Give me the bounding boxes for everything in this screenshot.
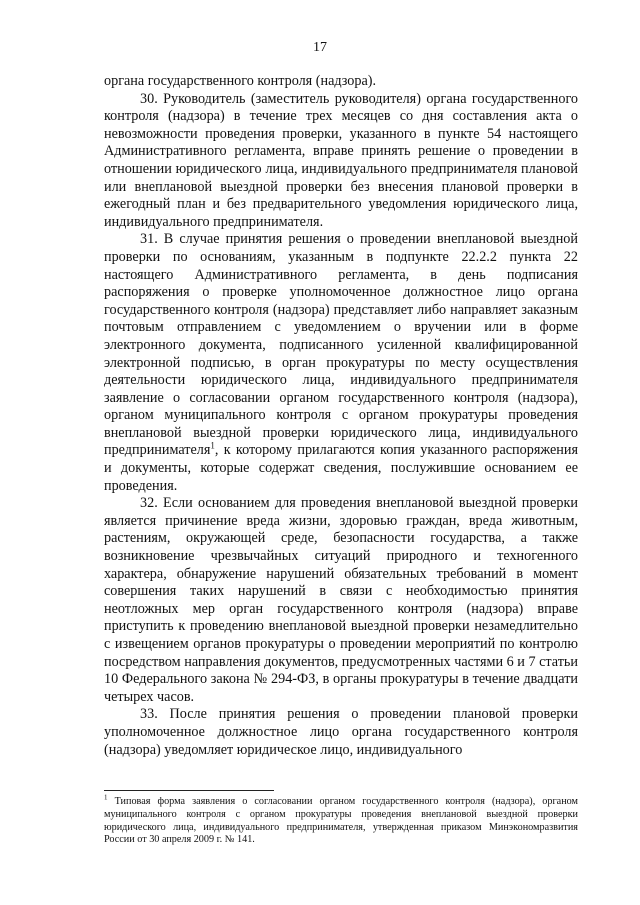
footnote-divider [104,790,274,791]
paragraph-33: 33. После принятия решения о проведении плановой проверки уполномоченное должностное лицо органа государственного контроля (надзора) уведомляет юридическое лицо, индивидуального [104,706,578,758]
body-text [104,73,578,759]
paragraph-32: 32. Если основанием для проведения внеплановой выездной проверки является причинение вреда жизни, здоровью граждан, вреда животным, растениям, окружающей среде, безопасности государства, а также возникновение чрезвычайных ситуаций природного и техногенного характера, обнаружение нарушений обязательных требований в момент совершения таких нарушений в связи с необходимостью принятия неотложных мер орган государственного контроля (надзора) вправе приступить к проведению внеплановой выездной проверки незамедлительно с извещением органов прокуратуры о проведении мероприятий по контролю посредством направления документов, предусмотренных частями 6 и 7 статьи 10 Федерального закона № 294-ФЗ, в органы прокуратуры в течение двадцати четырех часов. [104,495,578,705]
paragraph-31-text: 31. В случае принятия решения о проведении внеплановой выездной проверки по основаниям, указанным в подпункте 22.2.2 пункта 22 настоящего Административного регламента, в день подписания распоряжения о проверке уполномоченное должностное лицо органа государственного контроля (надзора) представляет либо направляет заказным почтовым отправлением с уведомлением о вручении или в форме электронного документа, подписанного усиленной квалифицированной электронной подписью, в орган прокуратуры по месту осуществления деятельности юридического лица, индивидуального предпринимателя заявление о согласовании органом государственного контроля (надзора), органом муниципального контроля с органом прокуратуры проведения внеплановой выездной проверки юридического лица, индивидуального предпринимателя [104,231,578,459]
paragraph-31 [104,231,578,495]
footnote-reference[interactable]: 1 [210,440,215,451]
paragraph-continuation: органа государственного контроля (надзора). [104,73,377,89]
footnote-mark: 1 [104,793,108,802]
footnote-text: Типовая форма заявления о согласовании органом государственного контроля (надзора), органом муниципального контроля с органом прокуратуры проведения внеплановой выездной проверки юридического лица, индивидуального предпринимателя, утвержденная приказом Минэкономразвития России от 30 апреля 2009 г. № 141. [104,796,578,846]
paragraph-30: 30. Руководитель (заместитель руководителя) органа государственного контроля (надзора) в течение трех месяцев со дня составления акта о невозможности проведения проверки, указанного в пункте 54 настоящего Административного регламента, вправе принять решение о проведении в отношении юридического лица, индивидуального предпринимателя плановой или внеплановой выездной проверки без внесения плановой проверки в ежегодный план и без предварительного уведомления юридического лица, индивидуального предпринимателя. [104,90,578,230]
footnote [104,793,578,847]
page-number: 17 [313,40,327,55]
paragraph-31-text-end: , к которому прилагаются копия указанного распоряжения и документы, которые содержат сведения, послужившие основанием ее проведения. [104,442,578,494]
